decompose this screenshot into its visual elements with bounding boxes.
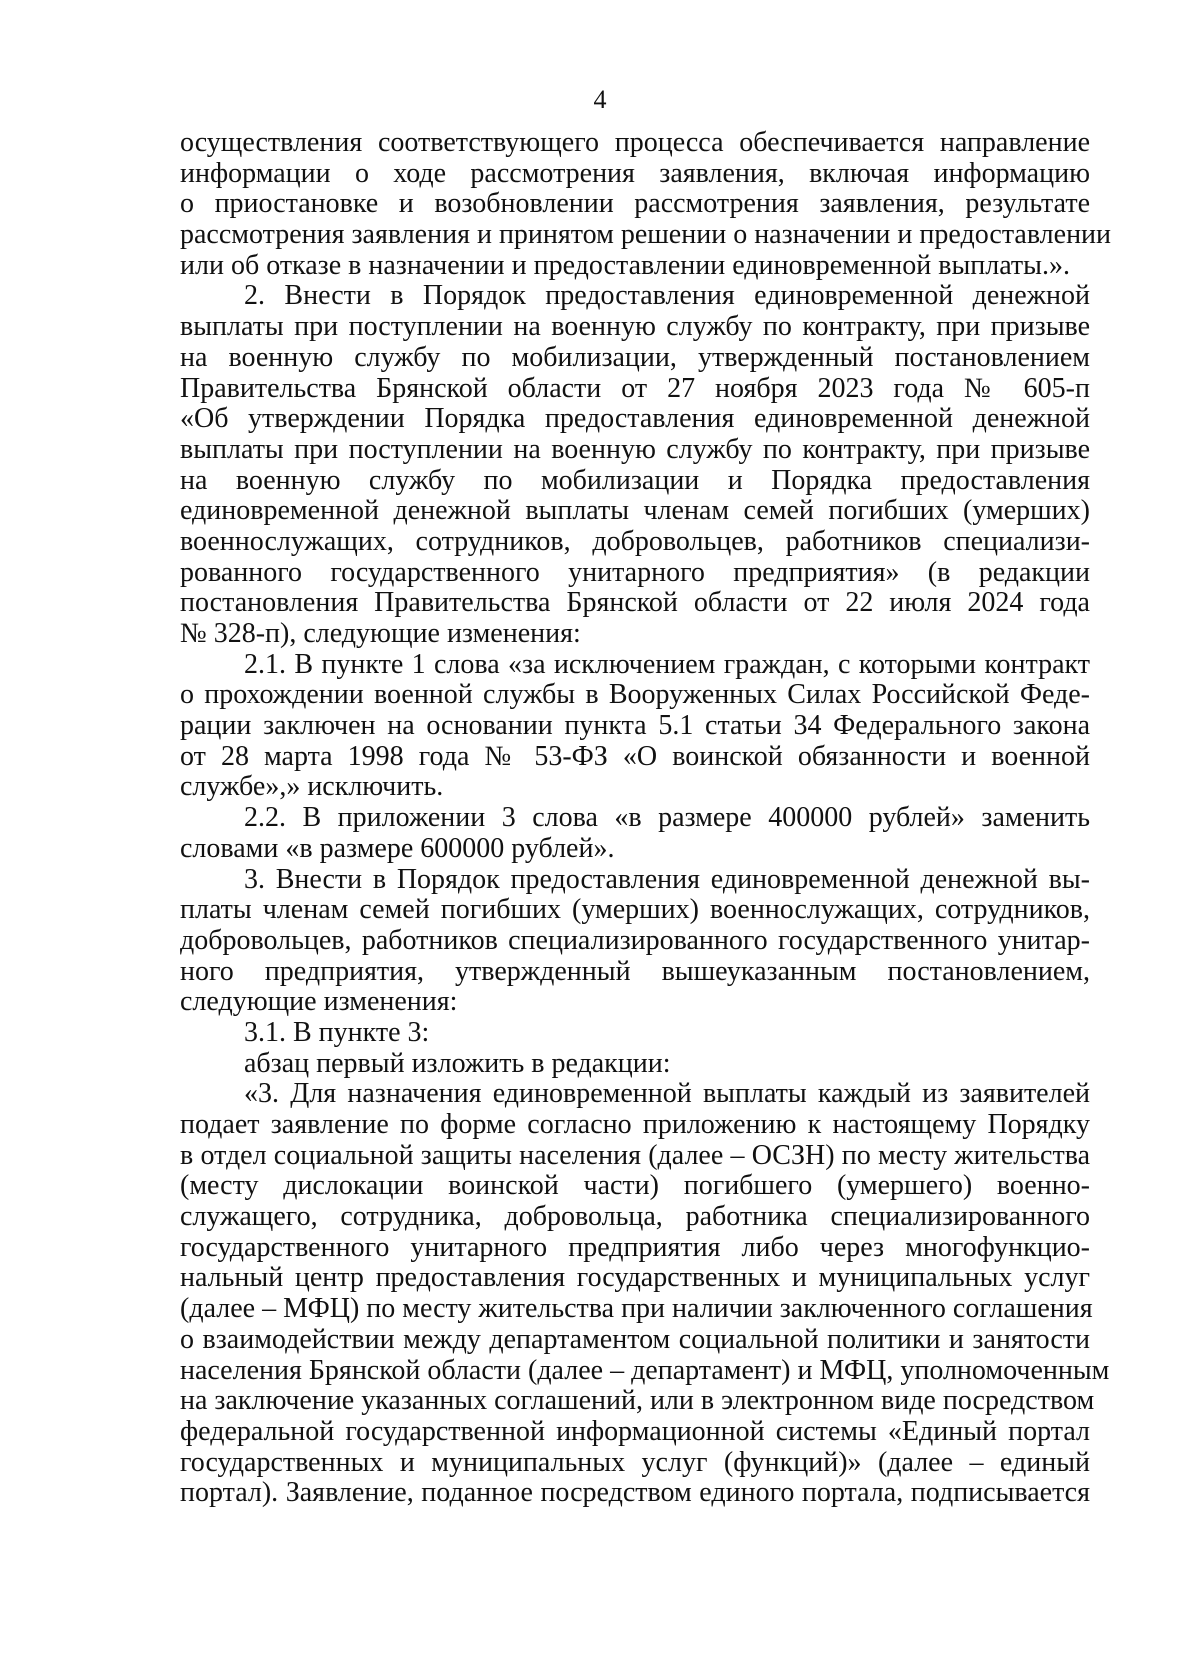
text-line: нальный центр предоставления государственных и муниципальных услуг (180, 1262, 1090, 1294)
text-line: о взаимодействии между департаментом социальной политики и занятости (180, 1323, 1090, 1355)
text-line: от 28 марта 1998 года № 53-ФЗ «О воинской обязанности и военной (180, 740, 1090, 772)
text-line: рассмотрения заявления и принятом решении о назначении и предоставлении (180, 219, 1112, 251)
text-line: 2.2. В приложении 3 слова «в размере 400000 рублей» заменить (244, 802, 1090, 834)
text-line: 2.1. В пункте 1 слова «за исключением граждан, с которыми контракт (244, 648, 1090, 680)
text-line: Правительства Брянской области от 27 ноября 2023 года № 605-п (180, 372, 1090, 404)
text-line: выплаты при поступлении на военную службу по контракту, при призыве (180, 311, 1090, 343)
text-line: или об отказе в назначении и предоставлении единовременной выплаты.». (180, 249, 1070, 281)
text-line: рации заключен на основании пункта 5.1 статьи 34 Федерального закона (180, 710, 1090, 742)
text-line: выплаты при поступлении на военную службу по контракту, при призыве (180, 433, 1090, 465)
text-line: на военную службу по мобилизации, утвержденный постановлением (180, 341, 1090, 373)
text-line: платы членам семей погибших (умерших) военнослужащих, сотрудников, (180, 894, 1090, 926)
text-line: рованного государственного унитарного предприятия» (в редакции (180, 556, 1090, 588)
text-line: единовременной денежной выплаты членам семей погибших (умерших) (180, 495, 1090, 527)
text-line: словами «в размере 600000 рублей». (180, 832, 615, 864)
text-line: портал). Заявление, поданное посредством единого портала, подписывается (180, 1477, 1090, 1509)
text-line: «3. Для назначения единовременной выплаты каждый из заявителей (244, 1078, 1090, 1110)
page-number: 4 (593, 85, 607, 114)
text-line: в отдел социальной защиты населения (далее – ОСЗН) по месту жительства (180, 1139, 1090, 1171)
text-line: на военную службу по мобилизации и Порядка предоставления (180, 464, 1090, 496)
text-line: служащего, сотрудника, добровольца, работника специализированного (180, 1201, 1090, 1233)
text-line: добровольцев, работников специализированного государственного унитар- (180, 924, 1090, 956)
text-line: № 328-п), следующие изменения: (180, 618, 581, 649)
text-line: абзац первый изложить в редакции: (244, 1047, 671, 1079)
text-line: о прохождении военной службы в Вооруженных Силах Российской Феде- (180, 679, 1090, 711)
text-line: 3.1. В пункте 3: (244, 1016, 430, 1048)
text-line: о приостановке и возобновлении рассмотрения заявления, результате (180, 188, 1090, 220)
text-line: (далее – МФЦ) по месту жительства при наличии заключенного соглашения (180, 1293, 1093, 1325)
text-line: на заключение указанных соглашений, или в электронном виде посредством (180, 1385, 1095, 1417)
document-body (180, 127, 1112, 1509)
text-line: 3. Внести в Порядок предоставления единовременной денежной вы- (244, 863, 1090, 895)
text-line: (месту дислокации воинской части) погибшего (умершего) военно- (180, 1170, 1090, 1202)
text-line: службе»,» исключить. (180, 771, 444, 803)
text-line: постановления Правительства Брянской области от 22 июля 2024 года (180, 587, 1090, 619)
text-line: подает заявление по форме согласно приложению к настоящему Порядку (180, 1109, 1090, 1140)
text-line: федеральной государственной информационной системы «Единый портал (180, 1415, 1090, 1447)
text-line: осуществления соответствующего процесса обеспечивается направление (180, 127, 1090, 158)
text-line: следующие изменения: (180, 986, 458, 1018)
text-line: 2. Внести в Порядок предоставления единовременной денежной (244, 280, 1090, 312)
text-line: государственного унитарного предприятия либо через многофункцио- (180, 1231, 1090, 1263)
text-line: «Об утверждении Порядка предоставления единовременной денежной (180, 403, 1090, 435)
text-line: информации о ходе рассмотрения заявления, включая информацию (180, 157, 1090, 189)
text-line: военнослужащих, сотрудников, добровольцев, работников специализи- (180, 525, 1090, 557)
text-line: государственных и муниципальных услуг (функций)» (далее – единый (180, 1446, 1090, 1478)
text-line: населения Брянской области (далее – департамент) и МФЦ, уполномоченным (180, 1354, 1110, 1386)
text-line: ного предприятия, утвержденный вышеуказанным постановлением, (180, 955, 1090, 987)
